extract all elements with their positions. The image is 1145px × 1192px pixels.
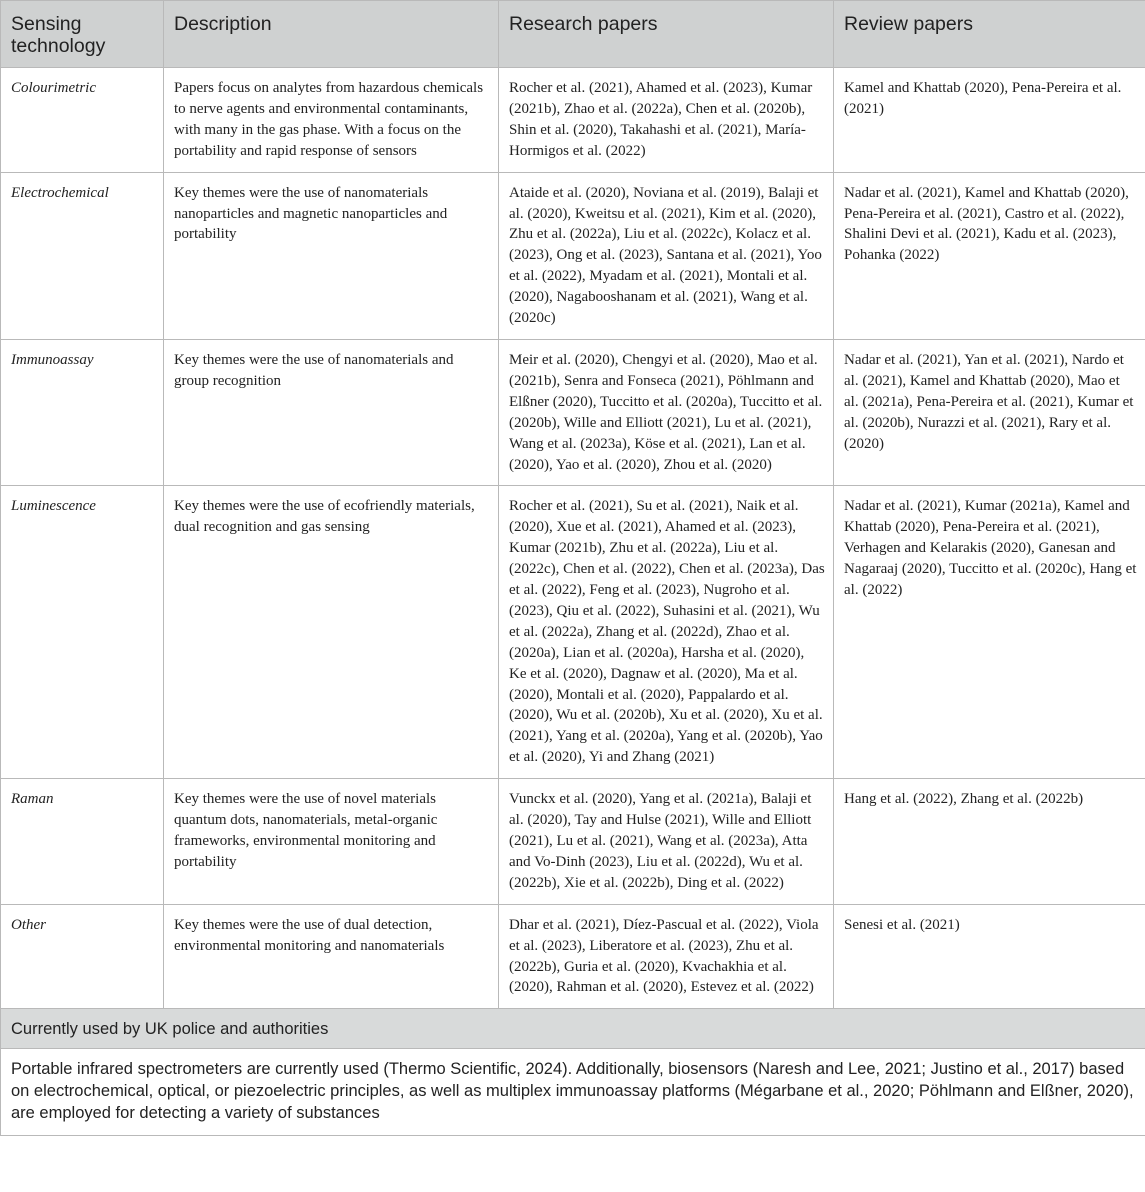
table-row [1, 339, 1145, 485]
description-cell: Key themes were the use of novel materials quantum dots, nanomaterials, metal-organic frameworks, environmental monitoring and portability [164, 779, 499, 905]
header-research-papers: Research papers [499, 1, 834, 68]
description-cell: Key themes were the use of nanomaterials nanoparticles and magnetic nanoparticles and portability [164, 172, 499, 339]
review-papers-cell: Senesi et al. (2021) [834, 904, 1145, 1009]
review-papers-cell: Kamel and Khattab (2020), Pena-Pereira et al. (2021) [834, 68, 1145, 173]
review-papers-cell: Hang et al. (2022), Zhang et al. (2022b) [834, 779, 1145, 905]
footer-heading-row [1, 1009, 1145, 1049]
sensing-technology-cell: Colourimetric [1, 68, 164, 173]
header-review-papers: Review papers [834, 1, 1145, 68]
table-row [1, 68, 1145, 173]
research-papers-cell: Dhar et al. (2021), Díez-Pascual et al. (2022), Viola et al. (2023), Liberatore et al. (2023), Zhu et al. (2022b), Guria et al. (2020), Kvachakhia et al. (2020), Rahman et al. (2020), Estevez et al. (2022) [499, 904, 834, 1009]
footer-heading: Currently used by UK police and authorities [1, 1009, 1145, 1049]
review-papers-cell: Nadar et al. (2021), Yan et al. (2021), Nardo et al. (2021), Kamel and Khattab (2020), Mao et al. (2021a), Pena-Pereira et al. (2021), Kumar et al. (2020b), Nurazzi et al. (2021), Rary et al. (2020) [834, 339, 1145, 485]
sensing-technology-cell: Immunoassay [1, 339, 164, 485]
sensing-technology-cell: Electrochemical [1, 172, 164, 339]
header-description: Description [164, 1, 499, 68]
description-cell: Key themes were the use of ecofriendly materials, dual recognition and gas sensing [164, 486, 499, 779]
sensing-technology-cell: Luminescence [1, 486, 164, 779]
table-header [1, 1, 1145, 68]
table-row [1, 779, 1145, 905]
footer-text-row [1, 1049, 1145, 1135]
description-cell: Key themes were the use of nanomaterials and group recognition [164, 339, 499, 485]
table-row [1, 904, 1145, 1009]
research-papers-cell: Vunckx et al. (2020), Yang et al. (2021a), Balaji et al. (2020), Tay and Hulse (2021), Wille and Elliott (2021), Lu et al. (2021), Wang et al. (2023a), Atta and Vo-Dinh (2023), Liu et al. (2022d), Wu et al. (2022b), Xie et al. (2022b), Ding et al. (2022) [499, 779, 834, 905]
footer-text: Portable infrared spectrometers are currently used (Thermo Scientific, 2024). Additionally, biosensors (Naresh and Lee, 2021; Justino et al., 2017) based on electrochemical, optical, or piezoelectric principles, as well as multiplex immunoassay platforms (Mégarbane et al., 2020; Pöhlmann and Elßner, 2020), are employed for detecting a variety of substances [1, 1049, 1145, 1135]
review-papers-cell: Nadar et al. (2021), Kumar (2021a), Kamel and Khattab (2020), Pena-Pereira et al. (2021), Verhagen and Kelarakis (2020), Ganesan and Nagaraaj (2020), Tuccitto et al. (2020c), Hang et al. (2022) [834, 486, 1145, 779]
research-papers-cell: Rocher et al. (2021), Su et al. (2021), Naik et al. (2020), Xue et al. (2021), Ahamed et al. (2023), Kumar (2021b), Zhu et al. (2022a), Liu et al. (2022c), Chen et al. (2022), Chen et al. (2023a), Das et al. (2022), Feng et al. (2023), Nugroho et al. (2023), Qiu et al. (2022), Suhasini et al. (2021), Wu et al. (2022a), Zhang et al. (2022d), Zhao et al. (2020a), Lian et al. (2020a), Harsha et al. (2020), Ke et al. (2020), Dagnaw et al. (2020), Ma et al. (2020), Montali et al. (2020), Pappalardo et al. (2020), Wu et al. (2020b), Xu et al. (2020), Xu et al. (2021), Yang et al. (2020a), Yang et al. (2020b), Yao et al. (2020), Yi and Zhang (2021) [499, 486, 834, 779]
table-footer [1, 1009, 1145, 1135]
header-sensing-technology: Sensing technology [1, 1, 164, 68]
research-papers-cell: Meir et al. (2020), Chengyi et al. (2020), Mao et al. (2021b), Senra and Fonseca (2021), Pöhlmann and Elßner (2020), Tuccitto et al. (2020a), Tuccitto et al. (2020b), Wille and Elliott (2021), Lu et al. (2021), Wang et al. (2023a), Köse et al. (2021), Lan et al. (2020), Yao et al. (2020), Zhou et al. (2020) [499, 339, 834, 485]
research-papers-cell: Ataide et al. (2020), Noviana et al. (2019), Balaji et al. (2020), Kweitsu et al. (2021), Kim et al. (2020), Zhu et al. (2022a), Liu et al. (2022c), Kolacz et al. (2023), Ong et al. (2023), Santana et al. (2021), Yoo et al. (2022), Myadam et al. (2021), Montali et al. (2020), Nagabooshanam et al. (2021), Wang et al. (2020c) [499, 172, 834, 339]
sensing-technology-cell: Raman [1, 779, 164, 905]
table-row [1, 172, 1145, 339]
review-papers-cell: Nadar et al. (2021), Kamel and Khattab (2020), Pena-Pereira et al. (2021), Castro et al. (2022), Shalini Devi et al. (2021), Kadu et al. (2023), Pohanka (2022) [834, 172, 1145, 339]
research-papers-cell: Rocher et al. (2021), Ahamed et al. (2023), Kumar (2021b), Zhao et al. (2022a), Chen et al. (2020b), Shin et al. (2020), Takahashi et al. (2021), María-Hormigos et al. (2022) [499, 68, 834, 173]
header-row [1, 1, 1145, 68]
description-cell: Key themes were the use of dual detection, environmental monitoring and nanomaterials [164, 904, 499, 1009]
table-row [1, 486, 1145, 779]
description-cell: Papers focus on analytes from hazardous chemicals to nerve agents and environmental contaminants, with many in the gas phase. With a focus on the portability and rapid response of sensors [164, 68, 499, 173]
table-body [1, 68, 1145, 1009]
sensing-technology-cell: Other [1, 904, 164, 1009]
